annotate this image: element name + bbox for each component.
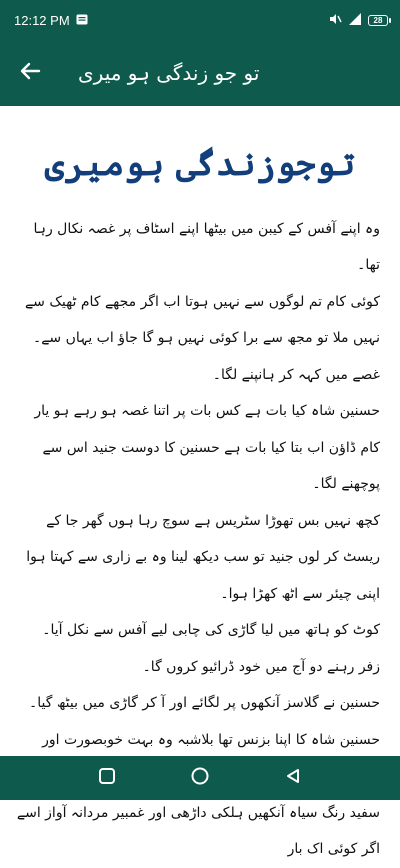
message-icon bbox=[76, 13, 88, 28]
article-heading: توجوزندگی ہومیری bbox=[44, 144, 356, 184]
paragraph: کچھ نہیں بس تھوڑا سٹریس ہے سوچ رہا ہوں گھر جا کے ریسٹ کر لوں جنید تو سب دیکھ لینا وہ بے زاری سے کہتا ہوا اپنی چیئر سے اٹھ کھڑا ہوا۔ bbox=[26, 512, 380, 602]
back-button[interactable] bbox=[0, 40, 60, 106]
paragraph: کوٹ کو ہاتھ میں لیا گاڑی کی چابی لیے آفس سے نکل آیا۔ bbox=[42, 622, 380, 639]
paragraph: زفر رہنے دو آج میں خود ڈرائیو کروں گا۔ bbox=[142, 658, 380, 675]
recents-button[interactable] bbox=[87, 758, 127, 798]
signal-icon bbox=[348, 12, 362, 29]
home-button[interactable] bbox=[180, 758, 220, 798]
app-bar bbox=[0, 40, 400, 106]
system-back-button[interactable] bbox=[273, 758, 313, 798]
recents-square-icon bbox=[98, 767, 116, 789]
mute-icon bbox=[328, 12, 342, 29]
home-circle-icon bbox=[190, 766, 210, 790]
paragraph: حسنین شاہ کا اپنا بزنس تھا بلاشبہ وہ بہت خوبصورت اور bbox=[42, 731, 380, 748]
paragraph: کوئی کام تم لوگوں سے نہیں ہوتا اب اگر مجھے کام ٹھیک سے نہیں ملا تو مجھ سے برا کوئی نہیں ہو گا جاؤ اب یہاں سے۔ غصے میں کہہ کر ہانپنے لگا۔ bbox=[24, 293, 380, 383]
navigation-bar bbox=[0, 756, 400, 800]
paragraph: حسنین نے گلاسز آنکھوں پر لگائے اور آ کر گاڑی میں بیٹھ گیا۔ bbox=[29, 695, 380, 712]
status-right bbox=[328, 12, 388, 29]
article-content[interactable] bbox=[0, 106, 400, 858]
back-triangle-icon bbox=[284, 767, 302, 789]
app-title: تو جو زندگی ہو میری bbox=[78, 61, 260, 85]
battery-icon: 28 bbox=[368, 15, 388, 26]
arrow-left-icon bbox=[19, 60, 41, 86]
paragraph: وہ اپنے آفس کے کیبن میں بیٹھا اپنے اسٹاف پر غصہ نکال رہا تھا۔ bbox=[33, 220, 380, 274]
paragraph: سفید رنگ سیاہ آنکھیں ہلکی داڑھی اور غمبیر مردانہ آواز اسے اگر کوئی اک بار bbox=[16, 804, 380, 858]
status-bar bbox=[0, 0, 400, 40]
status-time: 12:12 PM bbox=[14, 12, 70, 28]
paragraph: حسنین شاہ کیا بات ہے کس بات پر اتنا غصہ ہو رہے ہو یار کام ڈاؤن اب بتا کیا بات ہے حسنین کا دوست جنید اس سے پوچھنے لگا۔ bbox=[34, 403, 380, 493]
status-left bbox=[14, 13, 88, 28]
